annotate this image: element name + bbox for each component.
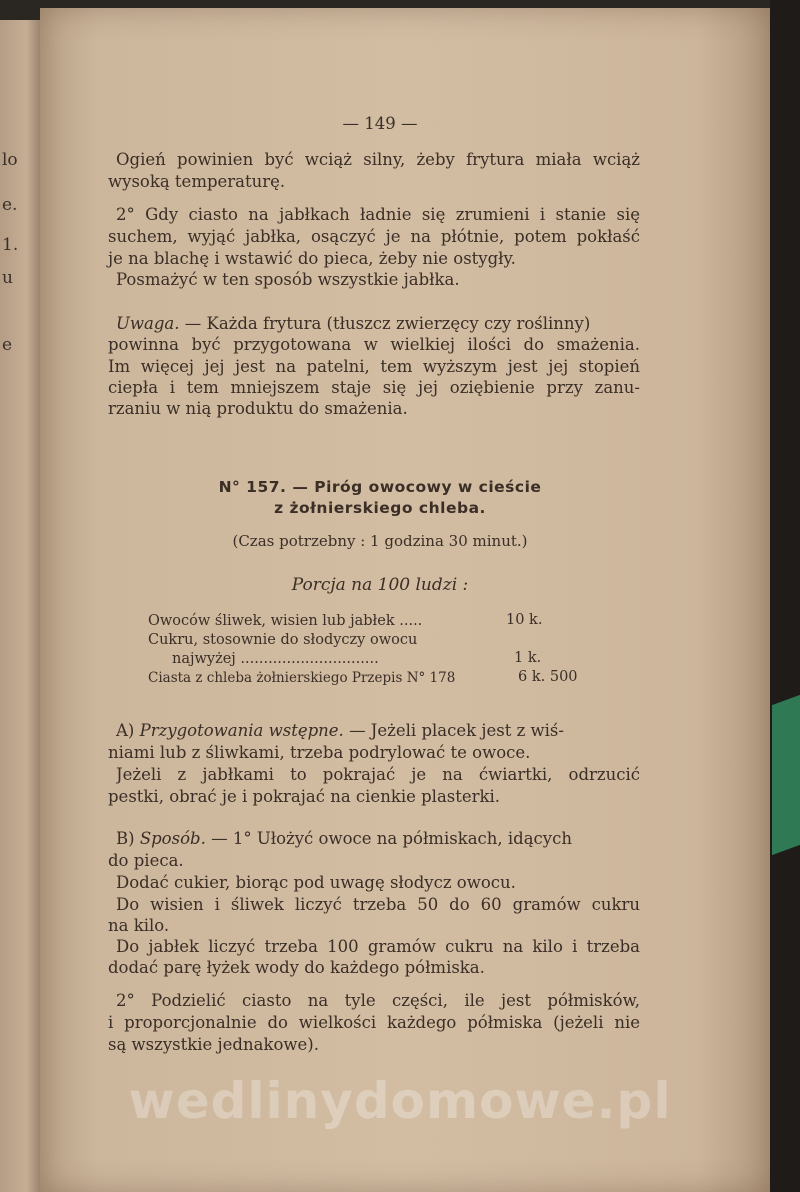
text-line: są wszystkie jednakowe).: [108, 1035, 319, 1054]
text-line: rzaniu w nią produktu do smażenia.: [108, 399, 408, 418]
left-page-fragment: [0, 20, 44, 1192]
ingredient-name: Ciasta z chleba żołnierskiego Przepis N° 178: [148, 670, 456, 686]
text-line: Ogień powinien być wciąż silny, żeby frytura miała wciąż: [116, 150, 640, 169]
note-text: — Każda frytura (tłuszcz zwierzęcy czy roślinny): [184, 314, 591, 333]
section-title: Sposób.: [139, 829, 206, 848]
watermark: wedlinydomowe.pl: [128, 1072, 672, 1130]
left-page-text: 1.: [2, 235, 19, 255]
ingredient-qty: 10 k.: [506, 612, 543, 628]
section-a-first: [116, 721, 640, 741]
left-page-text: e.: [2, 195, 18, 215]
left-page-text: u: [2, 268, 13, 288]
bookmark-tab: [772, 695, 800, 855]
text-line: 2° Gdy ciasto na jabłkach ładnie się zrumieni i stanie się: [116, 205, 640, 224]
left-page-text: e: [2, 335, 13, 355]
text-line: pestki, obrać je i pokrajać na cienkie plasterki.: [108, 787, 501, 806]
text-line: wysoką temperaturę.: [108, 172, 286, 191]
text-line: Jeżeli z jabłkami to pokrajać je na ćwiartki, odrzucić: [116, 765, 640, 784]
note-line-first: [116, 314, 640, 334]
text-line: Do jabłek liczyć trzeba 100 gramów cukru na kilo i trzeba: [116, 937, 640, 956]
page-number: — 149 —: [342, 114, 418, 133]
recipe-portion: Porcja na 100 ludzi :: [291, 575, 469, 595]
section-label: A): [116, 721, 135, 740]
recipe-title: z żołnierskiego chleba.: [274, 499, 486, 517]
section-text: — 1° Ułożyć owoce na półmiskach, idących: [211, 829, 572, 848]
ingredient-qty: 6 k. 500: [518, 669, 578, 685]
recipe-time: (Czas potrzebny : 1 godzina 30 minut.): [232, 532, 528, 550]
text-line: Im więcej jej jest na patelni, tem wyższym jest jej stopień: [108, 357, 640, 376]
text-line: Do wisien i śliwek liczyć trzeba 50 do 60 gramów cukru: [116, 895, 640, 914]
ingredient-name: najwyżej ..............................: [172, 651, 379, 667]
text-line: niami lub z śliwkami, trzeba podrylować te owoce.: [108, 743, 531, 762]
text-line: ciepła i tem mniejszem staje się jej oziębienie przy zanu-: [108, 378, 640, 397]
section-text: — Jeżeli placek jest z wiś-: [349, 721, 564, 740]
text-line: suchem, wyjąć jabłka, osączyć je na płótnie, potem pokłaść: [108, 227, 640, 246]
section-label: B): [116, 829, 135, 848]
text-line: powinna być przygotowana w wielkiej ilości do smażenia.: [108, 335, 640, 354]
section-b-first: [116, 829, 640, 849]
book-edge: [770, 0, 800, 1192]
left-page-text: lo: [2, 150, 18, 170]
text-line: na kilo.: [108, 916, 170, 935]
text-line: Dodać cukier, biorąc pod uwagę słodycz owocu.: [116, 873, 516, 892]
ingredient-name: Cukru, stosownie do słodyczy owocu: [148, 632, 418, 648]
text-line: do pieca.: [108, 851, 184, 870]
text-line: i proporcjonalnie do wielkości każdego półmiska (jeżeli nie: [108, 1013, 640, 1032]
text-line: 2° Podzielić ciasto na tyle części, ile jest półmisków,: [116, 991, 640, 1010]
recipe-title: N° 157. — Piróg owocowy w cieście: [218, 478, 542, 496]
note-label: Uwaga.: [116, 314, 180, 333]
text-line: dodać parę łyżek wody do każdego półmiska.: [108, 958, 485, 977]
ingredient-name: Owoców śliwek, wisien lub jabłek .....: [148, 613, 423, 629]
text-line: je na blachę i wstawić do pieca, żeby nie ostygły.: [108, 249, 516, 268]
section-title: Przygotowania wstępne.: [139, 721, 344, 740]
ingredient-qty: 1 k.: [514, 650, 542, 666]
text-line: Posmażyć w ten sposób wszystkie jabłka.: [116, 270, 460, 289]
